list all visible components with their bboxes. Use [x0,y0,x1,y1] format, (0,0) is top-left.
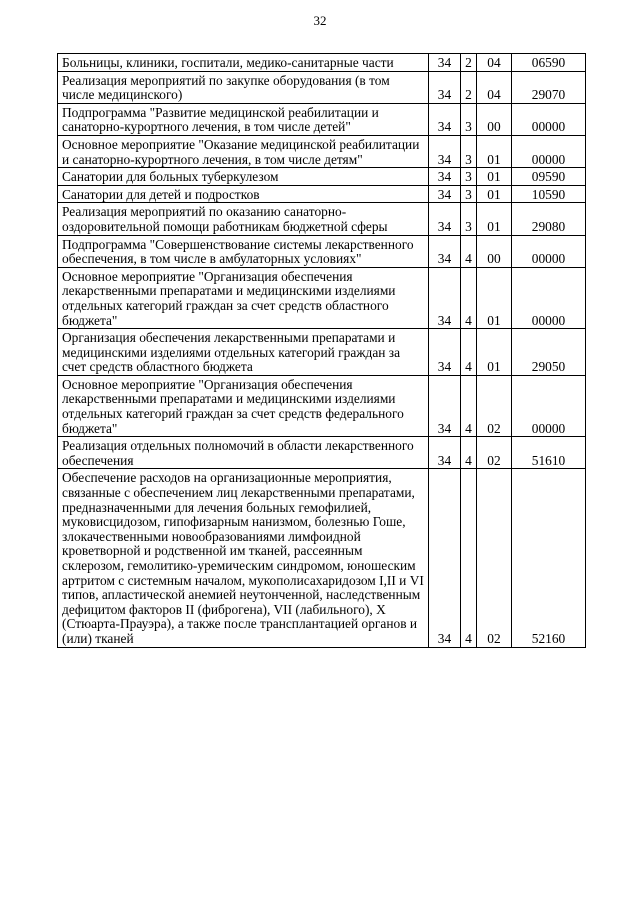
row-name-cell: Основное мероприятие "Организация обеспечения лекарственными препаратами и медицинскими изделиями отдельных категорий граждан за счет средств федерального бюджета" [58,375,429,436]
activity-code-cell: 02 [477,437,512,469]
activity-code-cell: 04 [477,71,512,103]
program-code-cell: 34 [429,54,461,72]
subprogram-code-cell: 2 [461,54,477,72]
activity-code-cell: 01 [477,267,512,328]
direction-code-cell: 51610 [512,437,586,469]
table-row [58,54,586,72]
subprogram-code-cell: 4 [461,329,477,376]
direction-code-cell: 29050 [512,329,586,376]
row-name-cell: Подпрограмма "Развитие медицинской реабилитации и санаторно-курортного лечения, в том числе детей" [58,103,429,135]
row-name-cell: Больницы, клиники, госпитали, медико-санитарные части [58,54,429,72]
table-row [58,375,586,436]
subprogram-code-cell: 3 [461,103,477,135]
direction-code-cell: 29080 [512,203,586,235]
activity-code-cell: 01 [477,185,512,203]
table-row [58,185,586,203]
table-row [58,203,586,235]
program-code-cell: 34 [429,203,461,235]
row-name-cell: Основное мероприятие "Оказание медицинской реабилитации и санаторно-курортного лечения, в том числе детям" [58,135,429,167]
activity-code-cell: 02 [477,469,512,647]
table-row [58,71,586,103]
subprogram-code-cell: 2 [461,71,477,103]
direction-code-cell: 06590 [512,54,586,72]
activity-code-cell: 00 [477,235,512,267]
row-name-cell: Санатории для больных туберкулезом [58,168,429,186]
subprogram-code-cell: 4 [461,469,477,647]
table-row [58,168,586,186]
direction-code-cell: 52160 [512,469,586,647]
direction-code-cell: 10590 [512,185,586,203]
table-row [58,437,586,469]
activity-code-cell: 02 [477,375,512,436]
subprogram-code-cell: 4 [461,267,477,328]
row-name-cell: Обеспечение расходов на организационные мероприятия, связанные с обеспечением лиц лекарственными препаратами, предназначенными для лечения больных гемофилией, муковисцидозом, гипофизарным нанизмом, болезнью Гоше, злокачественными новообразованиями лимфоидной кроветворной и родственной им тканей, рассеянным склерозом, гемолитико-уремическим синдромом, юношеским артритом с системным началом, мукополисахаридозом I,II и VI типов, апластической анемией неутонченной, наследственным дефицитом факторов II (фиброгена), VII (лабильного), X (Стюарта-Прауэра), а также после трансплантацией органов и (или) тканей [58,469,429,647]
table-row [58,103,586,135]
subprogram-code-cell: 4 [461,235,477,267]
activity-code-cell: 04 [477,54,512,72]
program-code-cell: 34 [429,267,461,328]
row-name-cell: Основное мероприятие "Организация обеспечения лекарственными препаратами и медицинскими изделиями отдельных категорий граждан за счет средств областного бюджета" [58,267,429,328]
subprogram-code-cell: 3 [461,168,477,186]
program-code-cell: 34 [429,168,461,186]
activity-code-cell: 01 [477,135,512,167]
activity-code-cell: 00 [477,103,512,135]
direction-code-cell: 00000 [512,375,586,436]
program-code-cell: 34 [429,135,461,167]
subprogram-code-cell: 3 [461,135,477,167]
table-row [58,329,586,376]
program-code-cell: 34 [429,185,461,203]
subprogram-code-cell: 3 [461,203,477,235]
row-name-cell: Реализация отдельных полномочий в области лекарственного обеспечения [58,437,429,469]
table-row [58,235,586,267]
row-name-cell: Санатории для детей и подростков [58,185,429,203]
table-row [58,267,586,328]
direction-code-cell: 09590 [512,168,586,186]
table-row [58,469,586,647]
program-code-cell: 34 [429,235,461,267]
direction-code-cell: 00000 [512,235,586,267]
direction-code-cell: 29070 [512,71,586,103]
activity-code-cell: 01 [477,203,512,235]
row-name-cell: Организация обеспечения лекарственными препаратами и медицинскими изделиями отдельных категорий граждан за счет средств областного бюджета [58,329,429,376]
table-body [58,54,586,648]
activity-code-cell: 01 [477,329,512,376]
table-row [58,135,586,167]
budget-classification-table [57,53,586,648]
program-code-cell: 34 [429,329,461,376]
activity-code-cell: 01 [477,168,512,186]
program-code-cell: 34 [429,71,461,103]
direction-code-cell: 00000 [512,135,586,167]
program-code-cell: 34 [429,437,461,469]
page-number: 32 [313,13,327,28]
subprogram-code-cell: 4 [461,437,477,469]
program-code-cell: 34 [429,375,461,436]
program-code-cell: 34 [429,103,461,135]
program-code-cell: 34 [429,469,461,647]
row-name-cell: Реализация мероприятий по закупке оборудования (в том числе медицинского) [58,71,429,103]
direction-code-cell: 00000 [512,103,586,135]
row-name-cell: Подпрограмма "Совершенствование системы лекарственного обеспечения, в том числе в амбулаторных условиях" [58,235,429,267]
row-name-cell: Реализация мероприятий по оказанию санаторно-оздоровительной помощи работникам бюджетной сферы [58,203,429,235]
subprogram-code-cell: 3 [461,185,477,203]
subprogram-code-cell: 4 [461,375,477,436]
direction-code-cell: 00000 [512,267,586,328]
